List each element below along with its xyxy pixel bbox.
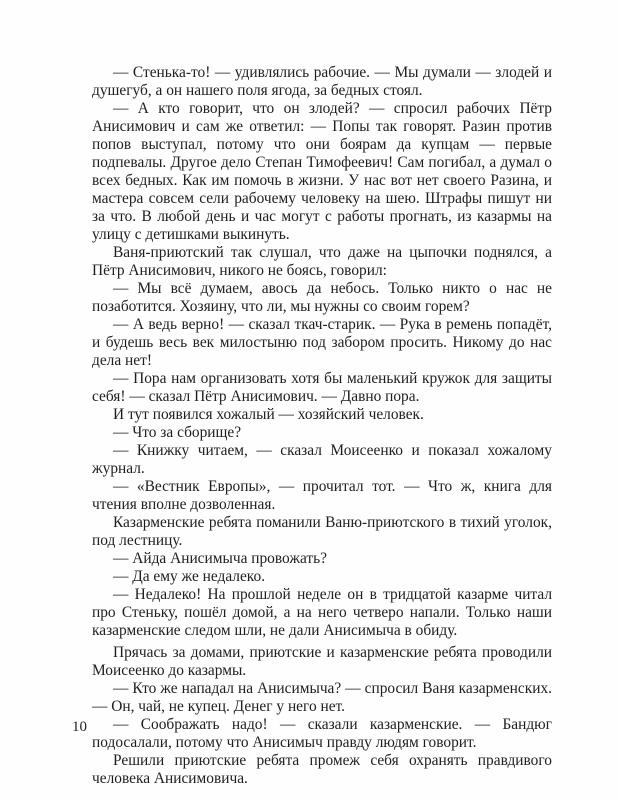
paragraph: — Мы всё думаем, авось да небось. Только никто о нас не позаботится. Хозяину, что ли, мы нужны со своим горем?: [92, 280, 552, 315]
paragraph: — Да ему же недалеко.: [113, 568, 266, 585]
paragraph: — Соображать надо! — сказали казарменские. — Бандюг подосалали, потому что Анисимыч правду людям говорит.: [92, 716, 552, 751]
paragraph: — Недалеко! На прошлой неделе он в тридцатой казарме читал про Стеньку, пошёл домой, а на него четверо напали. Только наши казарменские следом шли, не дали Анисимыча в обиду.: [92, 586, 552, 639]
paragraph: — Айда Анисимыча провожать?: [113, 550, 327, 567]
paragraph: Ваня-приютский так слушал, что даже на цыпочки поднялся, а Пётр Анисимович, никого не боясь, говорил:: [92, 244, 552, 279]
page-number: 10: [72, 719, 87, 735]
page-text: [92, 64, 552, 788]
paragraph: — А ведь верно! — сказал ткач-старик. — Рука в ремень попадёт, и будешь весь век милостыню под забором просить. Никому до нас дела нет!: [92, 316, 552, 369]
paragraph: — Стенька-то! — удивлялись рабочие. — Мы думали — злодей и душегуб, а он нашего поля ягода, за бедных стоял.: [92, 64, 552, 99]
paragraph: — А кто говорит, что он злодей? — спросил рабочих Пётр Анисимович и сам же ответил: — Попы так говорят. Разин против попов выступал, потому что они боярам да купцам — первые подпевалы. Другое дело Степан Тимофеевич! Сам погибал, а думал о всех бедных. Как им помочь в жизни. У нас вот нет своего Разина, и мастера совсем сели рабочему человеку на шею. Штрафы пишут ни за что. В любой день и час могут с работы прогнать, из казармы на улицу с детишками выкинуть.: [92, 100, 552, 243]
paragraph: — «Вестник Европы», — прочитал тот. — Что ж, книга для чтения вполне дозволенная.: [92, 478, 552, 513]
paragraph: Казарменские ребята поманили Ваню-приютского в тихий уголок, под лестницу.: [92, 514, 552, 549]
paragraph: — Кто же нападал на Анисимыча? — спросил Ваня казарменских. — Он, чай, не купец. Денег у него нет.: [92, 680, 552, 715]
paragraph: — Пора нам организовать хотя бы маленький кружок для защиты себя! — сказал Пётр Анисимович. — Давно пора.: [92, 370, 552, 405]
paragraph: — Что за сборище?: [113, 424, 242, 441]
paragraph: Решили приютские ребята промеж себя охранять правдивого человека Анисимовича.: [92, 752, 552, 787]
paragraph: Прячась за домами, приютские и казарменские ребята проводили Моисеенко до казармы.: [92, 644, 552, 679]
paragraph: — Книжку читаем, — сказал Моисеенко и показал хожалому журнал.: [92, 442, 552, 477]
paragraph: И тут появился хожалый — хозяйский человек.: [113, 406, 424, 423]
